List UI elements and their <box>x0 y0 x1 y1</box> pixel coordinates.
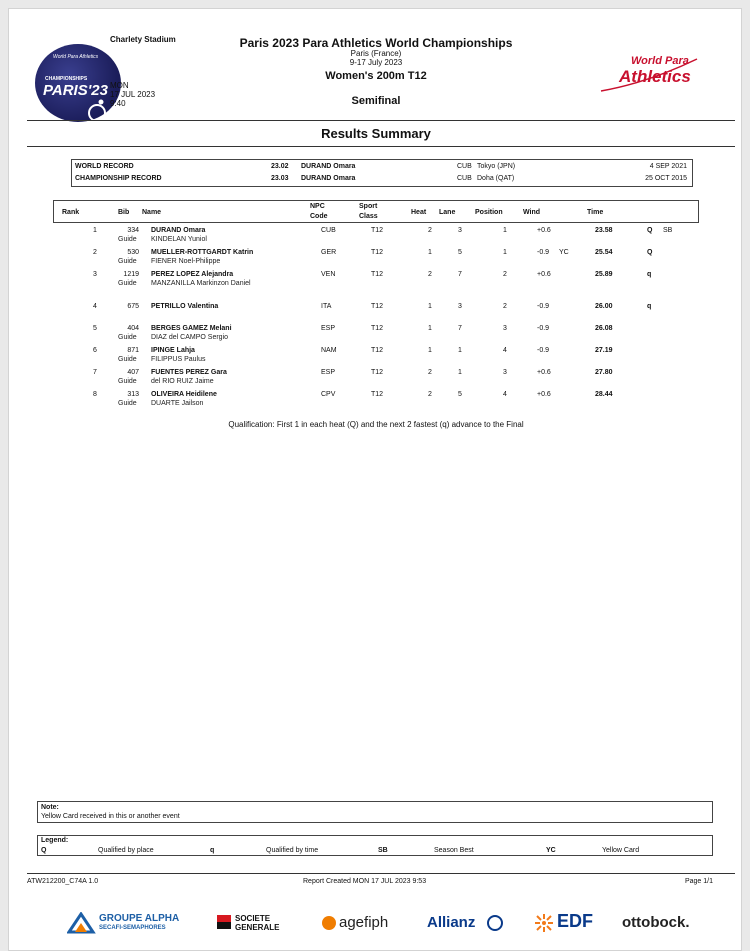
legend-code: Q <box>41 847 47 854</box>
guide-label: Guide <box>118 356 137 363</box>
table-row <box>53 227 699 247</box>
npc: VEN <box>321 271 336 278</box>
col-sport: Sport <box>359 203 378 210</box>
col-time: Time <box>587 209 604 216</box>
wind: +0.6 <box>537 271 551 278</box>
heat: 1 <box>428 325 432 332</box>
sport-class: T12 <box>371 369 384 376</box>
athlete-name: DURAND Omara <box>151 227 206 234</box>
logo-big-text: PARIS'23 <box>43 82 108 99</box>
legend-desc: Season Best <box>434 847 474 854</box>
qualification: Q <box>647 227 653 234</box>
sport-class: T12 <box>371 303 384 310</box>
lane: 3 <box>458 227 462 234</box>
sponsor-societe: SOCIETE <box>235 914 271 923</box>
bib: 313 <box>127 391 139 398</box>
record-time: 23.03 <box>271 175 289 182</box>
rank: 1 <box>93 227 97 234</box>
wind: +0.6 <box>537 227 551 234</box>
title-divider <box>27 146 735 147</box>
rank: 2 <box>93 249 97 256</box>
sponsor-edf: EDF <box>557 911 593 931</box>
heat: 1 <box>428 347 432 354</box>
heat: 2 <box>428 271 432 278</box>
note-box <box>37 801 713 823</box>
position: 3 <box>503 369 507 376</box>
table-row <box>53 325 699 345</box>
edf-flower-icon <box>533 913 555 933</box>
lane: 7 <box>458 325 462 332</box>
sport-class: T12 <box>371 347 384 354</box>
sport-class: T12 <box>371 271 384 278</box>
npc: NAM <box>321 347 337 354</box>
npc: ITA <box>321 303 332 310</box>
bib: 407 <box>127 369 139 376</box>
guide-name: FILIPPUS Paulus <box>151 356 206 363</box>
legend-title: Legend: <box>41 837 69 844</box>
session-day: MON <box>110 81 129 90</box>
bib: 1219 <box>123 271 139 278</box>
legend-desc: Yellow Card <box>602 847 640 854</box>
logo-world-para: World Para <box>631 55 689 67</box>
guide-label: Guide <box>118 258 137 265</box>
sg-red-block <box>217 915 231 922</box>
rank: 5 <box>93 325 97 332</box>
position: 4 <box>503 347 507 354</box>
col-rank: Rank <box>62 209 80 216</box>
swoosh-icon <box>597 53 701 95</box>
position: 4 <box>503 391 507 398</box>
guide-label: Guide <box>118 236 137 243</box>
athlete-name: OLIVEIRA Heidilene <box>151 391 217 398</box>
allianz-eagle-icon <box>487 915 503 931</box>
note-text: Yellow Card received in this or another event <box>41 813 180 820</box>
heat: 2 <box>428 369 432 376</box>
sponsor-allianz: Allianz <box>427 914 476 931</box>
logo-small-text: World Para Athletics <box>53 54 99 60</box>
heat: 2 <box>428 227 432 234</box>
wind: -0.9 <box>537 303 550 310</box>
rank: 6 <box>93 347 97 354</box>
wind: -0.9 <box>537 249 550 256</box>
qualification: q <box>647 303 652 310</box>
sg-black-block <box>217 922 231 929</box>
col-npc-code: Code <box>310 213 328 220</box>
col-name: Name <box>142 209 162 216</box>
agefiph-logo-icon <box>322 916 336 930</box>
wind: -0.9 <box>537 325 550 332</box>
record-holder: DURAND Omara <box>301 163 356 170</box>
table-row <box>53 249 699 269</box>
guide-name: DIAZ del CAMPO Sergio <box>151 334 229 341</box>
guide-name: FIENER Noel-Philippe <box>151 258 221 265</box>
legend-desc: Qualified by place <box>98 847 154 854</box>
session-time: 9:40 <box>110 99 126 108</box>
bib: 530 <box>127 249 139 256</box>
rank: 4 <box>93 303 97 310</box>
bib: 334 <box>127 227 139 234</box>
event-title: Women's 200m T12 <box>325 70 427 82</box>
npc: CUB <box>321 227 336 234</box>
guide-name: MANZANILLA Markinzon Daniel <box>151 280 251 287</box>
qualification-rule: Qualification: First 1 in each heat (Q) and the next 2 fastest (q) advance to the Final <box>228 420 524 429</box>
position: 1 <box>503 249 507 256</box>
sponsor-groupe-alpha: GROUPE ALPHA <box>99 913 180 924</box>
bib: 871 <box>127 347 139 354</box>
position: 1 <box>503 227 507 234</box>
qualification: q <box>647 271 652 278</box>
table-row <box>53 347 699 367</box>
col-sport-class: Class <box>359 213 378 220</box>
result-sheet <box>8 8 742 951</box>
record-npc: CUB <box>457 163 472 170</box>
guide-name: KINDELAN Yuniol <box>151 236 207 243</box>
time: 25.54 <box>595 249 613 256</box>
athlete-name: PETRILLO Valentina <box>151 303 219 310</box>
table-row <box>53 303 699 317</box>
footer-divider <box>27 873 735 874</box>
sponsor-secafi: SECAFI-SEMAPHORES <box>99 925 166 931</box>
guide-label: Guide <box>118 400 137 407</box>
rank: 8 <box>93 391 97 398</box>
legend-box <box>37 835 713 856</box>
col-wind: Wind <box>523 209 541 216</box>
guide-label: Guide <box>118 280 137 287</box>
col-position: Position <box>475 209 503 216</box>
time: 27.19 <box>595 347 613 354</box>
venue: Charlety Stadium <box>110 35 176 44</box>
col-lane: Lane <box>439 209 456 216</box>
lane: 7 <box>458 271 462 278</box>
heat: 2 <box>428 391 432 398</box>
legend-code: YC <box>546 847 556 854</box>
time: 26.00 <box>595 303 613 310</box>
sponsor-ottobock: ottobock. <box>622 914 690 931</box>
lane: 3 <box>458 303 462 310</box>
record-time: 23.02 <box>271 163 289 170</box>
heat: 1 <box>428 249 432 256</box>
legend-code: SB <box>378 847 388 854</box>
lane: 1 <box>458 369 462 376</box>
table-row <box>53 391 699 411</box>
logo-athletics: Athletics <box>619 67 691 86</box>
npc: GER <box>321 249 337 256</box>
wind: +0.6 <box>537 369 551 376</box>
round-title: Semifinal <box>351 95 401 107</box>
time: 26.08 <box>595 325 613 332</box>
athlete-name: PEREZ LOPEZ Alejandra <box>151 271 234 278</box>
legend-desc: Qualified by time <box>266 847 319 854</box>
record-place: Doha (QAT) <box>477 175 515 182</box>
time: 27.80 <box>595 369 613 376</box>
lane: 5 <box>458 391 462 398</box>
header-divider <box>27 120 735 121</box>
wind: -0.9 <box>537 347 550 354</box>
championship-dates: 9-17 July 2023 <box>349 58 403 67</box>
record-place: Tokyo (JPN) <box>477 163 516 170</box>
qualification: Q <box>647 249 653 256</box>
guide-name: del RIO RUIZ Jaime <box>151 378 214 385</box>
lane: 1 <box>458 347 462 354</box>
record-label: CHAMPIONSHIP RECORD <box>75 175 162 182</box>
col-npc: NPC <box>310 203 325 210</box>
sport-class: T12 <box>371 227 384 234</box>
guide-label: Guide <box>118 334 137 341</box>
report-code: ATW212200_C74A 1.0 <box>27 878 99 885</box>
logo-mid-text: CHAMPIONSHIPS <box>45 76 88 82</box>
record-date: 4 SEP 2021 <box>649 163 687 170</box>
record-holder: DURAND Omara <box>301 175 356 182</box>
wind: +0.6 <box>537 391 551 398</box>
guide-label: Guide <box>118 378 137 385</box>
position: 3 <box>503 325 507 332</box>
report-title: Results Summary <box>321 126 431 141</box>
rank: 7 <box>93 369 97 376</box>
yellow-card: YC <box>559 249 569 256</box>
record-npc: CUB <box>457 175 472 182</box>
session-date: 17 JUL 2023 <box>110 90 156 99</box>
table-row <box>53 369 699 389</box>
col-bib: Bib <box>118 209 130 216</box>
report-created: Report Created MON 17 JUL 2023 9:53 <box>303 878 427 885</box>
lane: 5 <box>458 249 462 256</box>
rank: 3 <box>93 271 97 278</box>
npc: CPV <box>321 391 336 398</box>
note-title: Note: <box>41 804 59 811</box>
location: Paris (France) <box>350 49 402 58</box>
time: 25.89 <box>595 271 613 278</box>
athlete-name: IPINGE Lahja <box>151 347 195 354</box>
athlete-name: FUENTES PEREZ Gara <box>151 369 227 376</box>
records-box <box>71 159 693 187</box>
legend-code: q <box>210 847 215 854</box>
record-date: 25 OCT 2015 <box>645 175 687 182</box>
mark-note: SB <box>663 227 673 234</box>
bib: 404 <box>127 325 139 332</box>
athlete-name: MUELLER-ROTTGARDT Katrin <box>151 249 254 256</box>
sponsor-generale: GENERALE <box>235 923 280 932</box>
sponsor-agefiph: agefiph <box>339 914 389 931</box>
championship-title: Paris 2023 Para Athletics World Championships <box>239 36 513 50</box>
col-heat: Heat <box>411 209 427 216</box>
results-table <box>53 227 699 407</box>
sport-class: T12 <box>371 249 384 256</box>
sport-class: T12 <box>371 325 384 332</box>
sport-class: T12 <box>371 391 384 398</box>
time: 28.44 <box>595 391 613 398</box>
athlete-name: BERGES GAMEZ Melani <box>151 325 232 332</box>
groupe-alpha-logo-icon <box>67 912 97 934</box>
column-header-row <box>53 200 699 223</box>
bib: 675 <box>127 303 139 310</box>
table-row <box>53 271 699 291</box>
position: 2 <box>503 271 507 278</box>
time: 23.58 <box>595 227 613 234</box>
record-label: WORLD RECORD <box>75 163 134 170</box>
npc: ESP <box>321 369 336 376</box>
page-number: Page 1/1 <box>684 878 713 885</box>
position: 2 <box>503 303 507 310</box>
guide-name: DUARTE Jailson <box>151 400 204 407</box>
heat: 1 <box>428 303 432 310</box>
npc: ESP <box>321 325 336 332</box>
